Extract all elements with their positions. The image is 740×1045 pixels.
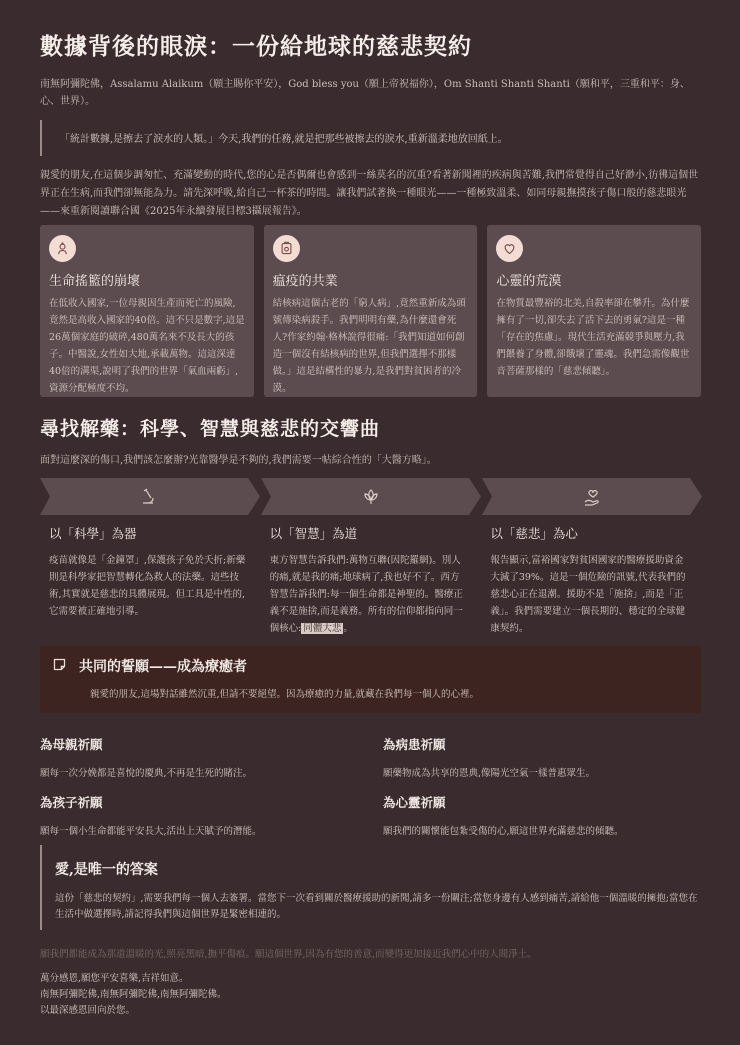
card-text: 結核病這個古老的「窮人病」,竟然重新成為頭號傳染病殺手。我們明明有藥,為什麼還會死人?作家約翰·格林說得很痛:「我們知道如何創造一個沒有結核病的世界,但我們選擇不那樣做。」這是結構性的暴力,是我們對貧困者的冷漠。 — [272, 298, 466, 394]
card-cradle — [40, 225, 254, 397]
answer-title: 愛,是唯一的答案 — [55, 862, 158, 878]
prayer-text: 願每一個小生命都能平安長大,活出上天賦予的潛能。 — [40, 826, 262, 837]
column-science — [40, 524, 261, 637]
faded-blessing: 願我們都能成為那道溫暖的光,照亮黑暗,撫平傷痕。願這個世界,因為有您的善意,而變得更加接近我們心中的人間淨土。 — [40, 949, 537, 960]
arrow-step-2 — [261, 478, 481, 515]
greeting: 南無阿彌陀佛，Assalamu Alaikum（願主賜你平安），God bless you（願上帝祝福你），Om Shanti Shanti Shanti（願和平，三重和平：身、心、世界）。 — [40, 79, 690, 107]
closing-line: 南無阿彌陀佛,南無阿彌陀佛,南無阿彌陀佛。 — [40, 989, 227, 1000]
prayer-grid — [40, 735, 702, 837]
prayer-title: 為心靈祈願 — [383, 795, 446, 810]
column-compassion — [481, 524, 702, 637]
heart-icon — [496, 235, 523, 262]
column-text-end: 。 — [343, 623, 353, 634]
card-title: 瘟疫的共業 — [272, 274, 338, 289]
section-subtitle: 面對這麼深的傷口,我們該怎麼辦?光靠醫學是不夠的,我們需要一帖綜合性的「大醫方略」。 — [40, 455, 437, 466]
problem-cards — [40, 225, 701, 397]
column-wisdom — [261, 524, 482, 637]
prayer-title: 為病患祈願 — [383, 737, 446, 752]
prayer-title: 為孩子祈願 — [40, 795, 103, 810]
prayer-title: 為母親祈願 — [40, 737, 103, 752]
note-icon — [52, 657, 67, 676]
column-text-main: 東方智慧告訴我們:萬物互聯(因陀羅網)。別人的痛,就是我的痛;地球病了,我也好不了。西方智慧告訴我們:每一個生命都是神聖的。醫療正義不是施捨,而是義務。所有的信仰都指向同一個核心: — [269, 555, 463, 634]
prayer-item — [40, 793, 383, 837]
virus-icon — [273, 235, 300, 262]
closing-line: 萬分感恩,願您平安喜樂,吉祥如意。 — [40, 973, 189, 984]
vow-text: 親愛的朋友,這場對話雖然沉重,但請不要絕望。因為療癒的力量,就藏在我們每一個人的心裡。 — [90, 689, 480, 700]
column-text: 報告顯示,富裕國家對貧困國家的醫療援助資金大減了39%。這是一個危險的訊號,代表我們的慈悲心正在退潮。援助不是「施捨」,而是「正義」。我們需要建立一個長期的、穩定的全球健康契約。 — [490, 555, 686, 634]
card-text: 在低收入國家,一位母親因生產而死亡的風險,竟然是高收入國家的40倍。這不只是數字,這是26萬個家庭的破碎,480萬名來不及長大的孩子。中醫說,女性如大地,承載萬物。這這深達40倍的溝渠,說明了我們的世界「氣血兩虧」,資源分配極度不均。 — [49, 298, 245, 394]
page-title: 數據背後的眼淚：一份給地球的慈悲契約 — [40, 33, 472, 60]
vow-box — [40, 646, 701, 713]
prayer-item — [383, 735, 702, 779]
column-title: 以「科學」為器 — [49, 526, 137, 541]
column-text — [270, 552, 468, 637]
solution-columns — [40, 524, 702, 637]
closing-lines — [40, 971, 227, 1019]
intro-paragraph: 親愛的朋友,在這個步調匆忙、充滿變動的時代,您的心是否偶爾也會感到一絲莫名的沉重?看著新聞裡的疾病與苦難,我們常覺得自己好渺小,彷彿這個世界正在生病,而我們卻無能為力。請先深呼吸,給自己一杯茶的時間。讓我們試著換一種眼光——一種極致溫柔、如同母親撫摸孩子傷口般的慈悲眼光——來重新閱讀聯合國《2025年永續發展目標3攝展報告》。 — [40, 170, 699, 217]
process-arrows — [40, 478, 702, 515]
vow-title: 共同的誓願——成為療癒者 — [79, 659, 247, 675]
answer-text: 這份「慈悲的契約」,需要我們每一個人去簽署。當您下一次看到關於醫療援助的新聞,請多一份關注;當您身邊有人感到痛苦,請給他一個溫暖的擁抱;當您在生活中做選擇時,請記得我們與這個世界是緊密相連的。 — [55, 893, 698, 920]
card-title: 生命搖籃的崩壞 — [49, 274, 141, 289]
prayer-text: 願我們的關懷能包紮受傷的心,願這世界充滿慈悲的傾聽。 — [383, 826, 624, 837]
card-text: 在物質最豐裕的北美,自殺率卻在攀升。為什麼擁有了一切,卻失去了活下去的勇氣?這是一種「存在的焦慮」。現代生活充滿競爭與壓力,我們餵養了身體,卻餓壞了靈魂。我們急需像觀世音菩薩那樣的「慈悲傾聽」。 — [496, 298, 690, 377]
card-desert — [487, 225, 701, 397]
answer-block — [40, 845, 702, 930]
column-title: 以「智慧」為道 — [269, 526, 358, 541]
prayer-item — [40, 735, 383, 779]
card-plague — [264, 225, 478, 397]
card-title: 心靈的荒漠 — [496, 274, 562, 289]
column-text: 疫苗就像是「金鐘罩」,保護孩子免於夭折;新藥則是科學家把智慧轉化為救人的法藥。這些技術,其實就是慈悲的具體展現。但工具是中性的,它需要被正確地引導。 — [49, 555, 246, 617]
prayer-item — [383, 793, 702, 837]
column-title: 以「慈悲」為心 — [490, 526, 578, 541]
closing-line: 以最深感恩回向於您。 — [40, 1005, 136, 1016]
prayer-text: 願藥物成為共享的恩典,像陽光空氣一樣普惠眾生。 — [383, 768, 596, 779]
blockquote: 「統計數據,是擦去了淚水的人類。」今天,我們的任務,就是把那些被擦去的淚水,重新溫柔地放回紙上。 — [40, 120, 680, 156]
highlighted-phrase: 同體大悲 — [303, 623, 342, 634]
prayer-text: 願每一次分娩都是喜悅的慶典,不再是生死的賭注。 — [40, 768, 253, 779]
section-title: 尋找解藥：科學、智慧與慈悲的交響曲 — [40, 418, 381, 440]
baby-icon — [49, 235, 76, 262]
